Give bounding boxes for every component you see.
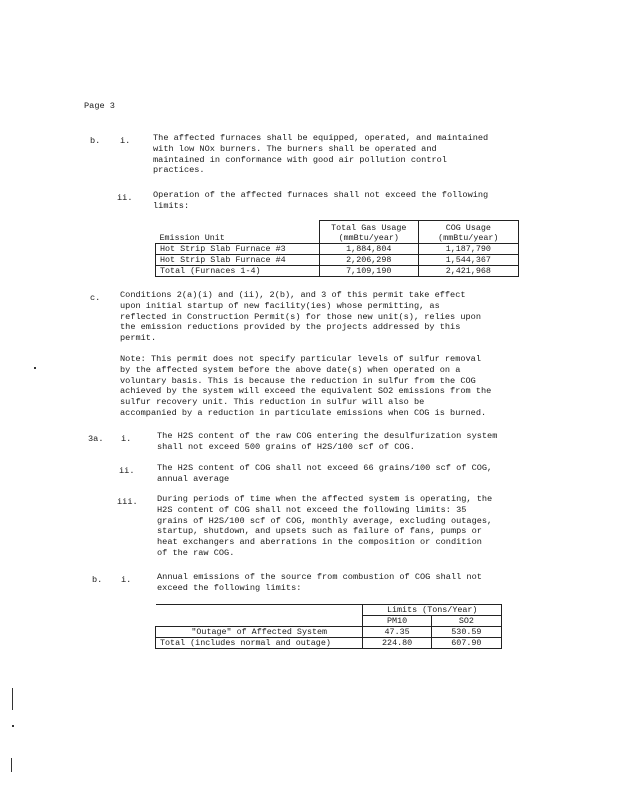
scan-artifact-line — [12, 688, 13, 710]
section-b-ii-number: ii. — [117, 193, 133, 203]
table-cell: "Outage" of Affected System — [156, 627, 363, 638]
table-row — [156, 265, 519, 276]
table-header-row — [156, 605, 502, 616]
section-3a-number: 3a. — [88, 434, 104, 444]
section-c-letter: c. — [90, 293, 101, 303]
table-cell: 47.35 — [363, 627, 431, 638]
scan-artifact-mark — [12, 725, 14, 727]
emission-limits-table — [155, 604, 502, 649]
table-cell: 224.80 — [363, 638, 431, 649]
section-c-text: Conditions 2(a)(i) and (ii), 2(b), and 3 of this permit take effect upon initial startup of new facility(ies) whose permitting, as reflected in Construction Permit(s) for those new unit(s), relies upon the emission reductions provided by the projects addressed by this permit. — [120, 290, 481, 344]
section-b-i-number: i. — [120, 136, 131, 146]
table-cell: Hot Strip Slab Furnace #3 — [156, 243, 320, 254]
section-c-note: Note: This permit does not specify particular levels of sulfur removal by the affected system before the above date(s) when operated on a voluntary basis. This is because the reduction in sulfur from the COG achieved by the system will exceed the equivalent SO2 emissions from the sulfur recovery unit. This reduction in sulfur will also be accompanied by a reduction in particulate emissions when COG is burned. — [120, 354, 492, 418]
table-header-cell: Limits (Tons/Year) — [363, 605, 502, 616]
section-3a-iii-number: iii. — [117, 497, 138, 507]
table-cell: 530.59 — [431, 627, 501, 638]
table-header-cell — [156, 605, 363, 627]
section-3b-i-number: i. — [121, 575, 132, 585]
section-3a-ii-number: ii. — [119, 466, 135, 476]
table-row — [156, 243, 519, 254]
table-cell: Total (includes normal and outage) — [156, 638, 363, 649]
table-header-row — [156, 221, 519, 244]
table-cell: 1,544,367 — [418, 254, 518, 265]
table-row — [156, 638, 502, 649]
table-header-cell: PM10 — [363, 616, 431, 627]
section-3a-ii-text: The H2S content of COG shall not exceed 66 grains/100 scf of COG, annual average — [157, 463, 493, 484]
section-3a-i-number: i. — [121, 434, 132, 444]
table-header-cell: SO2 — [431, 616, 501, 627]
table-cell: 607.90 — [431, 638, 501, 649]
section-b-ii-text: Operation of the affected furnaces shall not exceed the following limits: — [153, 190, 489, 211]
table-cell: 7,109,190 — [319, 265, 418, 276]
table-header-cell: COG Usage (mmBtu/year) — [418, 221, 518, 244]
section-3a-iii-text: During periods of time when the affected system is operating, the H2S content of COG shall not exceed the following limits: 35 grains of H2S/100 scf of COG, monthly average, excluding outages, startup, shutdown, and upsets such as failure of fans, pumps or heat exchangers and aberrations in the composition or condition of the raw COG. — [157, 494, 493, 558]
page-number: Page 3 — [84, 101, 115, 111]
table-header-cell: Total Gas Usage (mmBtu/year) — [319, 221, 418, 244]
scan-artifact-line — [11, 758, 12, 772]
table-cell: 1,187,790 — [418, 243, 518, 254]
table-row — [156, 627, 502, 638]
section-3b-i-text: Annual emissions of the source from combustion of COG shall not exceed the following limits: — [157, 572, 482, 593]
table-cell: 2,206,298 — [319, 254, 418, 265]
section-b-letter: b. — [90, 136, 101, 146]
section-3b-letter: b. — [92, 575, 103, 585]
table-cell: 1,884,804 — [319, 243, 418, 254]
table-cell: 2,421,968 — [418, 265, 518, 276]
furnace-gas-usage-table — [155, 220, 519, 277]
table-row — [156, 254, 519, 265]
scan-artifact-mark — [34, 367, 36, 369]
section-b-i-text: The affected furnaces shall be equipped, operated, and maintained with low NOx burners. The burners shall be operated and maintained in conformance with good air pollution control practices. — [153, 133, 489, 176]
table-cell: Hot Strip Slab Furnace #4 — [156, 254, 320, 265]
table-header-cell: Emission Unit — [156, 221, 320, 244]
table-cell: Total (Furnaces 1-4) — [156, 265, 320, 276]
section-3a-i-text: The H2S content of the raw COG entering the desulfurization system shall not exceed 500 grains of H2S/100 scf of COG. — [157, 431, 498, 452]
